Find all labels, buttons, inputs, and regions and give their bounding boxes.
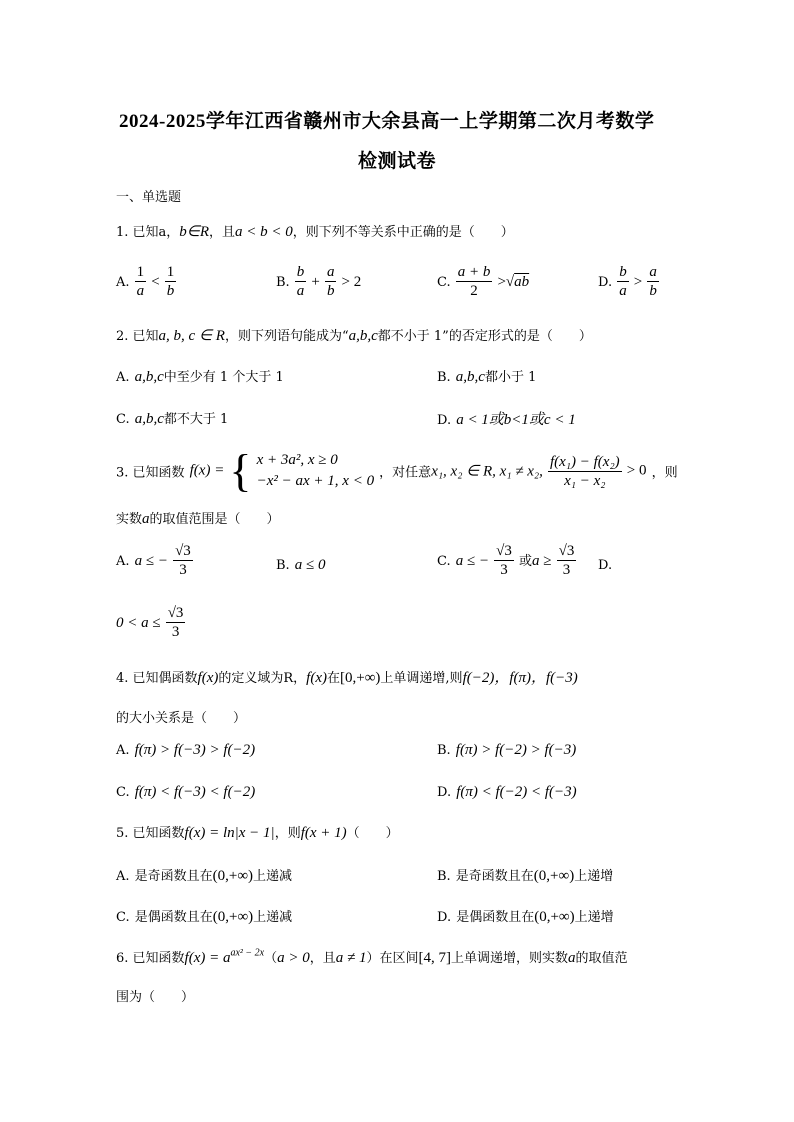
question-4-option-a: A. f(π) > f(−3) > f(−2) — [116, 742, 256, 758]
question-6-stem-line2: 围为（ ） — [116, 990, 195, 1005]
question-4-option-d: D. f(π) < f(−2) < f(−3) — [437, 784, 577, 800]
question-1-option-a: A. $\frac{1}{a}$ < $\frac{1}{b}$ — [116, 264, 175, 299]
question-3-option-d-label: D. — [598, 558, 613, 573]
question-3-option-d: 0 < a ≤ $\frac{√3}{3}$ — [116, 605, 184, 640]
question-5-option-a: A. 是奇函数且在(0,+∞)上递减 — [116, 868, 293, 884]
question-3-option-c: C. a ≤ − $\frac{√3}{3}$ 或a ≥ $\frac{√3}{3}$ — [437, 543, 575, 578]
question-1-option-b: B. $\frac{b}{a}$ + $\frac{a}{b}$ > 2 — [276, 264, 362, 299]
question-1-option-d: D. $\frac{b}{a}$ > $\frac{a}{b}$ — [598, 264, 657, 299]
document-title-line1: 2024-2025学年江西省赣州市大余县高一上学期第二次月考数学 — [119, 111, 655, 132]
question-3-stem-line2: 实数a的取值范围是（ ） — [116, 511, 280, 527]
question-4-stem: 4. 已知偶函数f(x)的定义域为R，f(x)在[0,+∞)上单调递增,则f(−2)，f(π)，f(−3) — [116, 670, 578, 686]
document-title-line2: 检测试卷 — [358, 151, 437, 172]
question-5-option-c: C. 是偶函数且在(0,+∞)上递减 — [116, 909, 293, 925]
question-4-option-b: B. f(π) > f(−2) > f(−3) — [437, 742, 577, 758]
question-2-option-a: A. a,b,c中至少有 1 个大于 1 — [116, 369, 284, 385]
question-1-option-c: C. $\frac{a + b}{2}$ >√ab — [437, 264, 530, 299]
question-3-option-a: A. a ≤ − $\frac{√3}{3}$ — [116, 543, 191, 578]
piecewise-cases: x + 3a², x ≥ 0 −x² − ax + 1, x < 0 — [256, 452, 375, 489]
question-2-stem: 2. 已知a, b, c ∈ R，则下列语句能成为“a,b,c都不小于 1”的否定形式的是（ ） — [116, 328, 592, 344]
piecewise-brace: { — [229, 445, 252, 496]
question-4-option-c: C. f(π) < f(−3) < f(−2) — [116, 784, 256, 800]
question-3-stem: 3. 已知函数 f(x) = { x + 3a², x ≥ 0 −x² − ax + 1, x < 0 ，对任意x₁, x₂ ∈ R, x₁ ≠ x₂, $\frac{\text{f(x₁) − f(x₂)}}{\text{x₁ − x₂}}$ > 0 ，则 — [116, 445, 678, 496]
question-6-stem: 6. 已知函数$f(x) = a^{ax^2 - 2x}(a > 0$，且a ≠ 1）在区间[4, 7]上单调递增，则实数a的取值范 — [116, 947, 628, 966]
question-5-option-d: D. 是偶函数且在(0,+∞)上递增 — [437, 909, 614, 925]
question-4-stem-line2: 的大小关系是（ ） — [116, 711, 247, 726]
question-1-stem: 1. 已知a，b∈R，且a < b < 0，则下列不等关系中正确的是（ ） — [116, 224, 514, 240]
question-5-stem: 5. 已知函数f(x) = ln|x − 1|，则f(x + 1)（ ） — [116, 825, 399, 841]
question-2-option-b: B. a,b,c都小于 1 — [437, 369, 537, 385]
section-heading: 一、单选题 — [116, 190, 182, 205]
question-5-option-b: B. 是奇函数且在(0,+∞)上递增 — [437, 868, 614, 884]
question-2-option-c: C. a,b,c都不大于 1 — [116, 411, 229, 427]
question-2-option-d: D. a < 1或b<1或c < 1 — [437, 412, 576, 428]
question-3-option-b: B. a ≤ 0 — [276, 557, 326, 573]
